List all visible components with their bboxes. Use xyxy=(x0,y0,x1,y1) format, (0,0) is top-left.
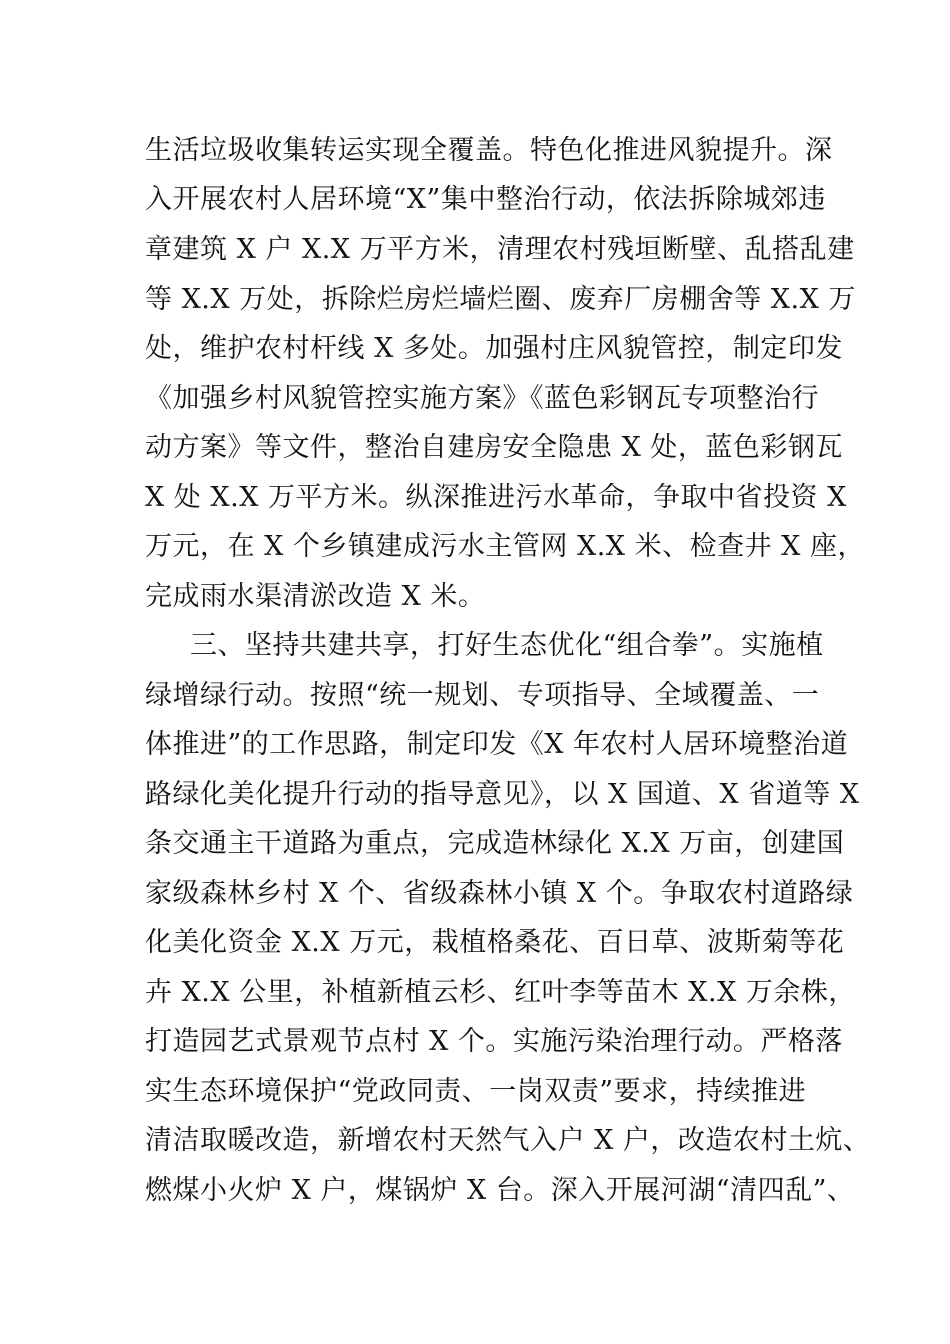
text-line: 路绿化美化提升行动的指导意见》，以 X 国道、X 省道等 X xyxy=(145,779,860,810)
text-line: 章建筑 X 户 X.X 万平方米，清理农村残垣断壁、乱搭乱建 xyxy=(145,234,855,265)
text-line: 动方案》等文件，整治自建房安全隐患 X 处，蓝色彩钢瓦 xyxy=(145,432,843,463)
text-line: 等 X.X 万处，拆除烂房烂墙烂圈、废弃厂房棚舍等 X.X 万 xyxy=(145,284,856,315)
text-line: 燃煤小火炉 X 户，煤锅炉 X 台。深入开展河湖“清四乱”、 xyxy=(145,1175,855,1206)
paragraph-first-line: 三、坚持共建共享，打好生态优化“组合拳”。实施植 xyxy=(190,630,824,661)
text-line: X 处 X.X 万平方米。纵深推进污水革命，争取中省投资 X xyxy=(145,482,847,513)
text-line: 化美化资金 X.X 万元，栽植格桑花、百日草、波斯菊等花 xyxy=(145,927,845,958)
text-line: 完成雨水渠清淤改造 X 米。 xyxy=(145,581,486,612)
text-line: 实生态环境保护“党政同责、一岗双责”要求，持续推进 xyxy=(145,1076,807,1107)
text-line: 《加强乡村风貌管控实施方案》《蓝色彩钢瓦专项整治行 xyxy=(145,383,819,414)
text-line: 条交通主干道路为重点，完成造林绿化 X.X 万亩，创建国 xyxy=(145,828,845,859)
text-line: 处，维护农村杆线 X 多处。加强村庄风貌管控，制定印发 xyxy=(145,333,843,364)
text-line: 打造园艺式景观节点村 X 个。实施污染治理行动。严格落 xyxy=(145,1026,843,1057)
text-line: 入开展农村人居环境“X”集中整治行动，依法拆除城郊违 xyxy=(145,184,826,215)
text-line: 绿增绿行动。按照“统一规划、专项指导、全域覆盖、一 xyxy=(145,680,820,711)
text-line: 生活垃圾收集转运实现全覆盖。特色化推进风貌提升。深 xyxy=(145,135,833,166)
text-line: 清洁取暖改造，新增农村天然气入户 X 户，改造农村土炕、 xyxy=(145,1125,871,1156)
text-line: 万元，在 X 个乡镇建成污水主管网 X.X 米、检查井 X 座， xyxy=(145,531,865,562)
text-line: 家级森林乡村 X 个、省级森林小镇 X 个。争取农村道路绿 xyxy=(145,878,854,909)
text-line: 体推进”的工作思路，制定印发《X 年农村人居环境整治道 xyxy=(145,729,849,760)
text-line: 卉 X.X 公里，补植新植云杉、红叶李等苗木 X.X 万余株， xyxy=(145,977,856,1008)
